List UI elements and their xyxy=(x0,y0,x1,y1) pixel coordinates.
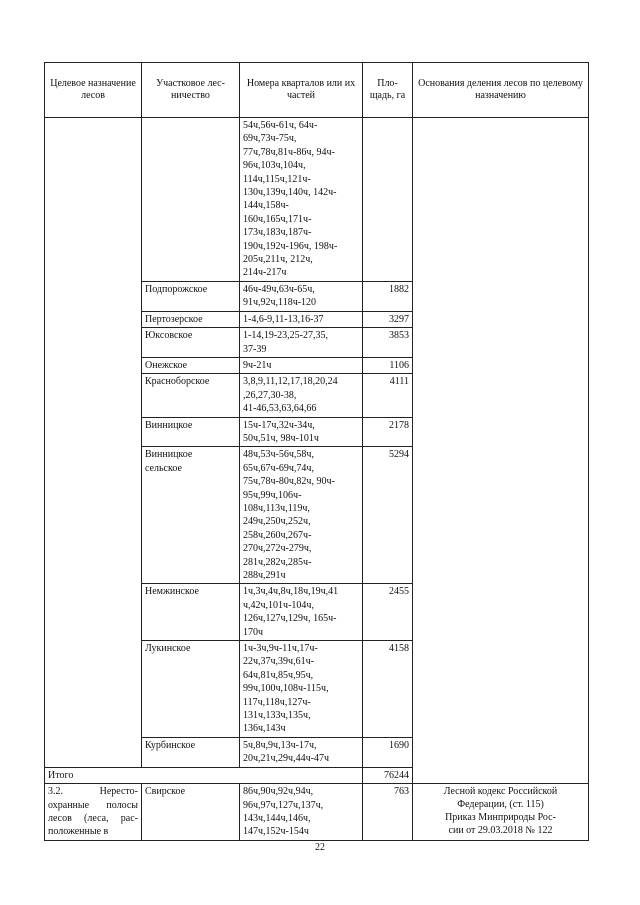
cell-line: 131ч,133ч,135ч, xyxy=(243,710,311,722)
cell-line: 1-4,6-9,11-13,16-37 xyxy=(243,313,324,325)
cell-line: 46ч-49ч,63ч-65ч, xyxy=(243,283,315,295)
cell-line: 258ч,260ч,267ч- xyxy=(243,529,312,541)
cell-line: 130ч,139ч,140ч, 142ч- xyxy=(243,187,337,199)
cell-line: 96ч,97ч,127ч,137ч, xyxy=(243,799,324,811)
page-number: 22 xyxy=(315,842,325,853)
quarters-cell xyxy=(240,281,363,311)
purpose-cell-empty xyxy=(45,118,142,768)
cell-line: Немжинское xyxy=(145,586,199,598)
cell-line: 15ч-17ч,32ч-34ч, xyxy=(243,419,315,431)
basis-cell xyxy=(413,784,589,841)
cell-line: 3,8,9,11,12,17,18,20,24 xyxy=(243,376,338,388)
cell-line: 69ч,73ч-75ч, xyxy=(243,133,297,145)
forestry-cell xyxy=(142,328,240,358)
forestry-cell xyxy=(142,641,240,738)
header-quarters: Номера кварталов или их частей xyxy=(240,63,363,118)
forestry-cell xyxy=(142,357,240,373)
quarters-cell xyxy=(240,784,363,841)
forestry-cell xyxy=(142,374,240,417)
cell-line: 54ч,56ч-61ч, 64ч- xyxy=(243,120,318,131)
area-cell: 1690 xyxy=(363,737,413,767)
cell-line: 95ч,99ч,106ч- xyxy=(243,489,302,501)
area-cell: 3297 xyxy=(363,311,413,327)
area-cell: 4111 xyxy=(363,374,413,417)
cell-line: 160ч,165ч,171ч- xyxy=(243,213,312,225)
cell-line: 75ч,78ч-80ч,82ч, 90ч- xyxy=(243,476,335,488)
cell-line: 22ч,37ч,39ч,61ч- xyxy=(243,656,314,668)
cell-line: 190ч,192ч-196ч, 198ч- xyxy=(243,240,338,252)
cell-line: 37-39 xyxy=(243,343,267,355)
cell-line: 288ч,291ч xyxy=(243,570,286,581)
cell-line: 77ч,78ч,81ч-86ч, 94ч- xyxy=(243,146,335,158)
cell-line: Приказ Минприроды Рос- xyxy=(445,812,556,824)
cell-line: 173ч,183ч,187ч- xyxy=(243,227,312,239)
forestry-cell xyxy=(142,311,240,327)
cell-line: ,26,27,30-38, xyxy=(243,389,297,401)
cell-line: 108ч,113ч,119ч, xyxy=(243,502,310,514)
cell-line: 249ч,250ч,252ч, xyxy=(243,516,311,528)
quarters-cell xyxy=(240,357,363,373)
cell-line: 65ч,67ч-69ч,74ч, xyxy=(243,462,314,474)
cell-line: 48ч,53ч-56ч,58ч, xyxy=(243,449,314,461)
cell-line: 136ч,143ч xyxy=(243,723,286,735)
cell-line: сельское xyxy=(145,462,182,474)
cell-line: 170ч xyxy=(243,626,264,638)
cell-line: 117ч,118ч,127ч- xyxy=(243,696,311,708)
cell-line: 214ч-217ч xyxy=(243,267,287,279)
cell-line: 144ч,158ч- xyxy=(243,200,289,212)
quarters-cell xyxy=(240,584,363,641)
cell-line: 99ч,100ч,108ч-115ч, xyxy=(243,683,329,695)
cell-line: 281ч,282ч,285ч- xyxy=(243,556,312,568)
cell-line: Юксовское xyxy=(145,330,193,342)
quarters-cell xyxy=(240,447,363,584)
quarters-cell xyxy=(240,311,363,327)
cell-line: 41-46,53,63,64,66 xyxy=(243,403,317,415)
cell-line: 205ч,211ч, 212ч, xyxy=(243,254,313,266)
cell-line: 126ч,127ч,129ч, 165ч- xyxy=(243,613,337,625)
table-row xyxy=(45,784,589,841)
area-cell: 2178 xyxy=(363,417,413,447)
table-row xyxy=(45,118,589,282)
cell-line: 114ч,115ч,121ч- xyxy=(243,173,311,185)
cell-line: ч,42ч,101ч-104ч, xyxy=(243,599,314,611)
forestry-cell xyxy=(142,417,240,447)
forestry-cell xyxy=(142,281,240,311)
header-area: Пло- щадь, га xyxy=(363,63,413,118)
cell-line: 1ч,3ч,4ч,8ч,18ч,19ч,41 xyxy=(243,586,339,598)
area-cell xyxy=(363,118,413,282)
cell-line: 64ч,81ч,85ч,95ч, xyxy=(243,669,314,681)
forestry-cell xyxy=(142,737,240,767)
cell-line: 147ч,152ч-154ч xyxy=(243,826,309,838)
area-cell: 1882 xyxy=(363,281,413,311)
table-body xyxy=(45,118,589,841)
cell-line: Пертозерское xyxy=(145,313,203,325)
cell-line: сии от 29.03.2018 № 122 xyxy=(448,825,553,837)
quarters-cell xyxy=(240,328,363,358)
cell-line: 20ч,21ч,29ч,44ч-47ч xyxy=(243,753,329,765)
cell-line: Лесной кодекс Российской xyxy=(443,786,558,798)
cell-line: 96ч,103ч,104ч, xyxy=(243,160,306,172)
total-label: Итого xyxy=(45,767,363,783)
table-header-row xyxy=(45,63,589,118)
forest-purpose-table xyxy=(44,62,589,841)
forestry-cell: Свирское xyxy=(142,784,240,841)
quarters-cell xyxy=(240,374,363,417)
cell-line: Курбинское xyxy=(145,739,196,751)
area-cell: 2455 xyxy=(363,584,413,641)
cell-line: 9ч-21ч xyxy=(243,359,272,371)
area-cell: 763 xyxy=(363,784,413,841)
cell-line: Винницкое xyxy=(145,449,193,461)
cell-line: 1ч-3ч,9ч-11ч,17ч- xyxy=(243,643,318,655)
cell-line: 143ч,144ч,146ч, xyxy=(243,812,311,824)
cell-line: Онежское xyxy=(145,359,188,371)
cell-line: Красноборское xyxy=(145,376,210,388)
cell-line: Федерации, (ст. 115) xyxy=(457,799,544,811)
header-purpose: Целевое назначение лесов xyxy=(45,63,142,118)
area-cell: 5294 xyxy=(363,447,413,584)
area-cell: 4158 xyxy=(363,641,413,738)
cell-line: 270ч,272ч-279ч, xyxy=(243,543,312,555)
basis-cell-empty xyxy=(413,118,589,784)
cell-line: 50ч,51ч, 98ч-101ч xyxy=(243,432,319,444)
total-area: 76244 xyxy=(363,767,413,783)
cell-line: Лукинское xyxy=(145,643,191,655)
cell-line: 86ч,90ч,92ч,94ч, xyxy=(243,786,314,798)
forestry-cell xyxy=(142,447,240,584)
forestry-cell xyxy=(142,584,240,641)
area-cell: 1106 xyxy=(363,357,413,373)
quarters-cell xyxy=(240,417,363,447)
cell-line: 91ч,92ч,118ч-120 xyxy=(243,297,317,309)
area-cell: 3853 xyxy=(363,328,413,358)
quarters-cell xyxy=(240,118,363,282)
quarters-cell xyxy=(240,641,363,738)
cell-line: 1-14,19-23,25-27,35, xyxy=(243,330,328,342)
cell-line: 5ч,8ч,9ч,13ч-17ч, xyxy=(243,739,317,751)
quarters-cell xyxy=(240,737,363,767)
forestry-cell xyxy=(142,118,240,282)
header-basis: Основания деления лесов по целевому назначению xyxy=(413,63,589,118)
cell-line: Подпорожское xyxy=(145,283,208,295)
cell-line: Винницкое xyxy=(145,419,193,431)
purpose-cell: 3.2. Нересто- охранные полосы лесов (леса, рас- положенные в xyxy=(45,784,142,841)
header-forestry: Участковое лес- ничество xyxy=(142,63,240,118)
